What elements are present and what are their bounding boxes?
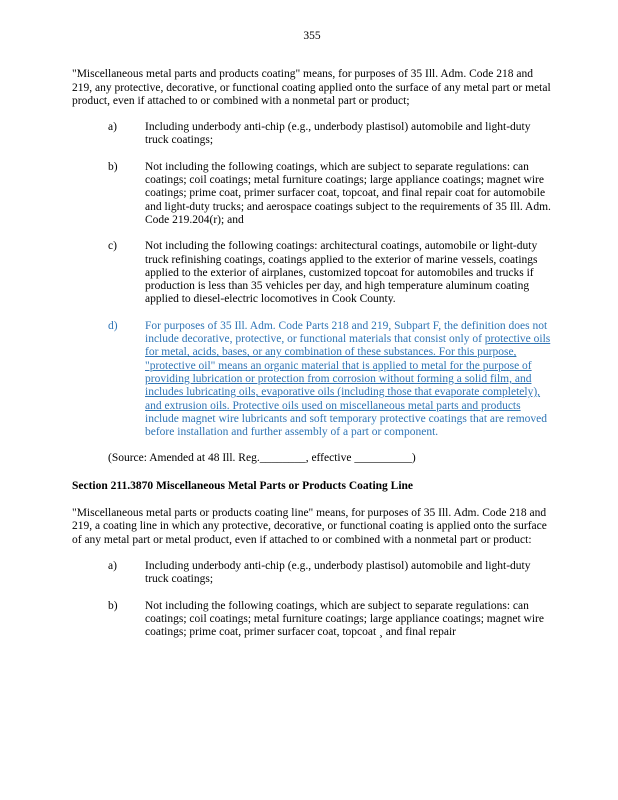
list-label-c: c) — [108, 240, 117, 253]
list-item-d-inserted-text — [72, 320, 552, 440]
list-label-b: b) — [108, 160, 118, 173]
list-text-b2: Not including the following coatings, which are subject to separate regulations: can coatings; coil coatings; metal furniture coatings; large appliance coatings; magnet wire coatings; prime coat, primer surfacer coat, topcoat ¸ and final repair — [145, 599, 544, 639]
list-text-a: Including underbody anti-chip (e.g., underbody plastisol) automobile and light-duty truck coatings; — [145, 121, 531, 147]
list-text-c: Not including the following coatings: architectural coatings, automobile or light-duty truck refinishing coatings, coatings applied to the exterior of marine vessels, coatings applied to the exterior of airplanes, customized topcoat for automobiles and trucks if production is less than 35 vehicles per day, and high temperature aluminum coating applied to diesel-electric locomotives in Cook County. — [145, 240, 538, 306]
section-heading: Section 211.3870 Miscellaneous Metal Parts or Products Coating Line — [72, 479, 414, 492]
list-label-a: a) — [108, 121, 117, 134]
list-text-d: For purposes of 35 Ill. Adm. Code Parts 218 and 219, Subpart F, the definition does not include decorative, protective, or functional materials that consist only of protective oils for metal, acids, bases, or any combination of these substances. For this purpose, "protective oil" means an organic material that is applied to metal for the purpose of providing lubrication or protection from corrosion without forming a solid film, and includes lubricating oils, evaporative oils (including those that evaporate completely), and extrusion oils. Protective oils used on miscellaneous metal parts and products include magnet wire lubricants and soft temporary protective coatings that are removed before installation and further assembly of a part or component. — [145, 319, 551, 439]
definition-paragraph-1: "Miscellaneous metal parts and products coating" means, for purposes of 35 Ill. Adm. Code 218 and 219, any protective, decorative, or functional coating applied onto the surface of any metal part or metal product, even if attached to or combined with a nonmetal part or product; — [72, 68, 551, 107]
source-line: (Source: Amended at 48 Ill. Reg.________, effective __________) — [108, 452, 416, 465]
list-label-a2: a) — [108, 559, 117, 572]
list-label-b2: b) — [108, 599, 118, 612]
list-item-c — [72, 240, 552, 306]
list-text-b: Not including the following coatings, which are subject to separate regulations: can coatings; coil coatings; metal furniture coatings; large appliance coatings; magnet wire coatings; prime coat, primer surfacer coat, topcoat, and final repair coat for automobile and light-duty trucks; and aerospace coatings subject to the requirements of 35 Ill. Adm. Code 219.204(r); and — [145, 160, 551, 226]
definition-paragraph-2: "Miscellaneous metal parts or products coating line" means, for purposes of 35 Ill. Adm. Code 218 and 219, a coating line in which any protective, decorative, or functional coating is applied onto the surface of any metal part or metal product, even if attached to or combined with a nonmetal part or product: — [72, 507, 547, 546]
list-item-a — [72, 121, 552, 148]
list-item-b2 — [72, 600, 552, 640]
list-item-b — [72, 161, 552, 227]
page-number: 355 — [303, 30, 321, 42]
list-label-d: d) — [108, 319, 118, 332]
list-text-a2: Including underbody anti-chip (e.g., underbody plastisol) automobile and light-duty truck coatings; — [145, 559, 531, 586]
list-item-a2 — [72, 560, 552, 587]
